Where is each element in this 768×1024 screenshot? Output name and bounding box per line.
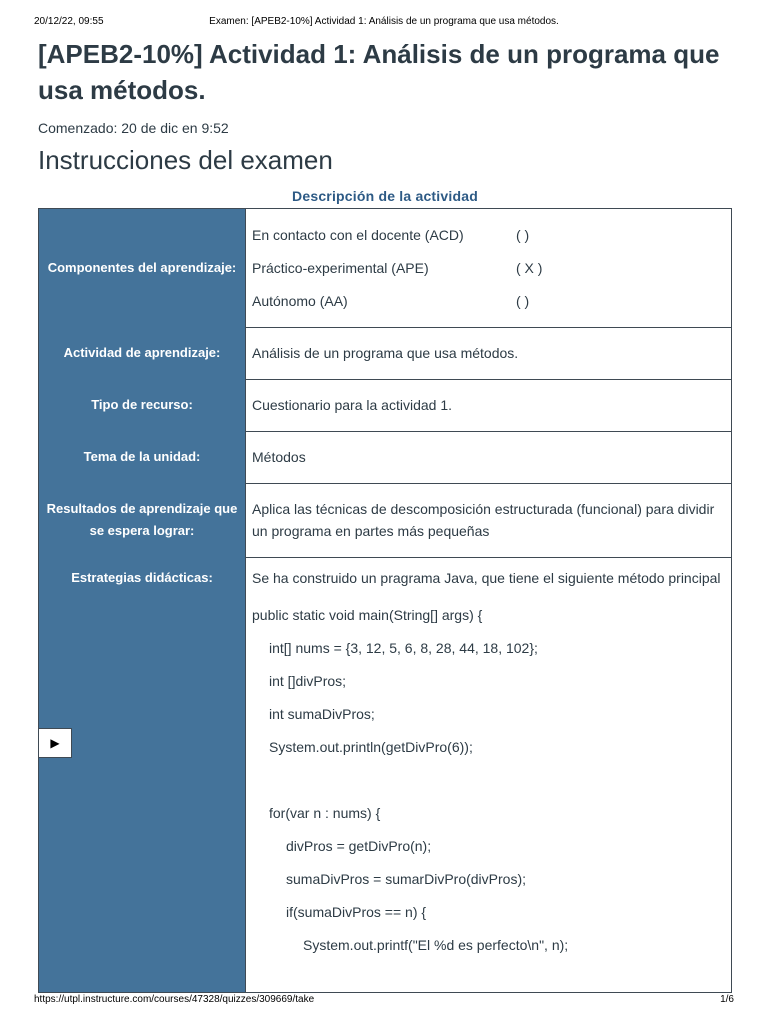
page-number: 1/6 [720,994,734,1005]
table-row-topic [39,431,731,484]
row-header-topic: Tema de la unidad: [39,431,246,483]
page-title: [APEB2-10%] Actividad 1: Análisis de un programa que usa métodos. [38,39,720,105]
code-line: int []divPros; [269,673,347,689]
component-name: Autónomo (AA) [252,293,348,309]
components-list [252,219,556,318]
print-header [34,16,734,30]
strategies-content [246,557,731,993]
row-header-activity: Actividad de aprendizaje: [39,327,246,379]
print-footer [34,994,734,1008]
component-name: En contacto con el docente (ACD) [252,227,464,243]
code-line: int[] nums = {3, 12, 5, 6, 8, 28, 44, 18, 102}; [269,640,538,656]
topic-value: Métodos [252,449,306,465]
code-line: for(var n : nums) { [269,805,381,821]
print-title: Examen: [APEB2-10%] Actividad 1: Análisis de un programa que usa métodos. [209,16,559,27]
code-line: divPros = getDivPro(n); [286,838,432,854]
table-row-components [39,209,731,328]
code-line: sumaDivPros = sumarDivPro(divPros); [286,871,526,887]
started-timestamp: Comenzado: 20 de dic en 9:52 [38,120,229,136]
play-icon: ▶ [50,736,60,750]
component-name: Práctico-experimental (APE) [252,260,429,276]
row-header-components: Componentes del aprendizaje: [39,209,246,327]
component-item [252,219,556,252]
component-item [252,252,556,285]
activity-value: Análisis de un programa que usa métodos. [252,345,519,361]
code-line-blank [252,764,568,797]
component-mark: ( ) [516,227,530,243]
table-row-activity [39,327,731,380]
row-header-results: Resultados de aprendizaje que se espera lograr: [39,483,246,557]
table-row-strategies [39,557,731,993]
instructions-title: Instrucciones del examen [38,145,333,175]
component-mark: ( X ) [516,260,543,276]
table-row-resource [39,379,731,432]
strategies-intro: Se ha construido un pragrama Java, que tiene el siguiente método principal [252,570,721,586]
code-line: if(sumaDivPros == n) { [286,904,427,920]
table-caption: Descripción de la actividad [292,188,478,204]
row-header-strategies: Estrategias didácticas: [39,557,246,993]
code-line: System.out.println(getDivPro(6)); [269,739,473,755]
code-line: public static void main(String[] args) { [252,607,483,623]
print-datetime: 20/12/22, 09:55 [34,16,104,27]
component-item [252,285,556,318]
code-line: int sumaDivPros; [269,706,375,722]
resource-value: Cuestionario para la actividad 1. [252,397,453,413]
results-value: Aplica las técnicas de descomposición estructurada (funcional) para dividir un programa en partes más pequeñas [252,501,715,539]
play-button[interactable] [38,728,72,758]
code-block [252,599,568,962]
activity-description-table [38,208,732,993]
table-row-results [39,483,731,558]
row-header-resource: Tipo de recurso: [39,379,246,431]
page-url: https://utpl.instructure.com/courses/47328/quizzes/309669/take [34,994,315,1005]
code-line: System.out.printf("El %d es perfecto\n", n); [303,937,569,953]
component-mark: ( ) [516,293,530,309]
